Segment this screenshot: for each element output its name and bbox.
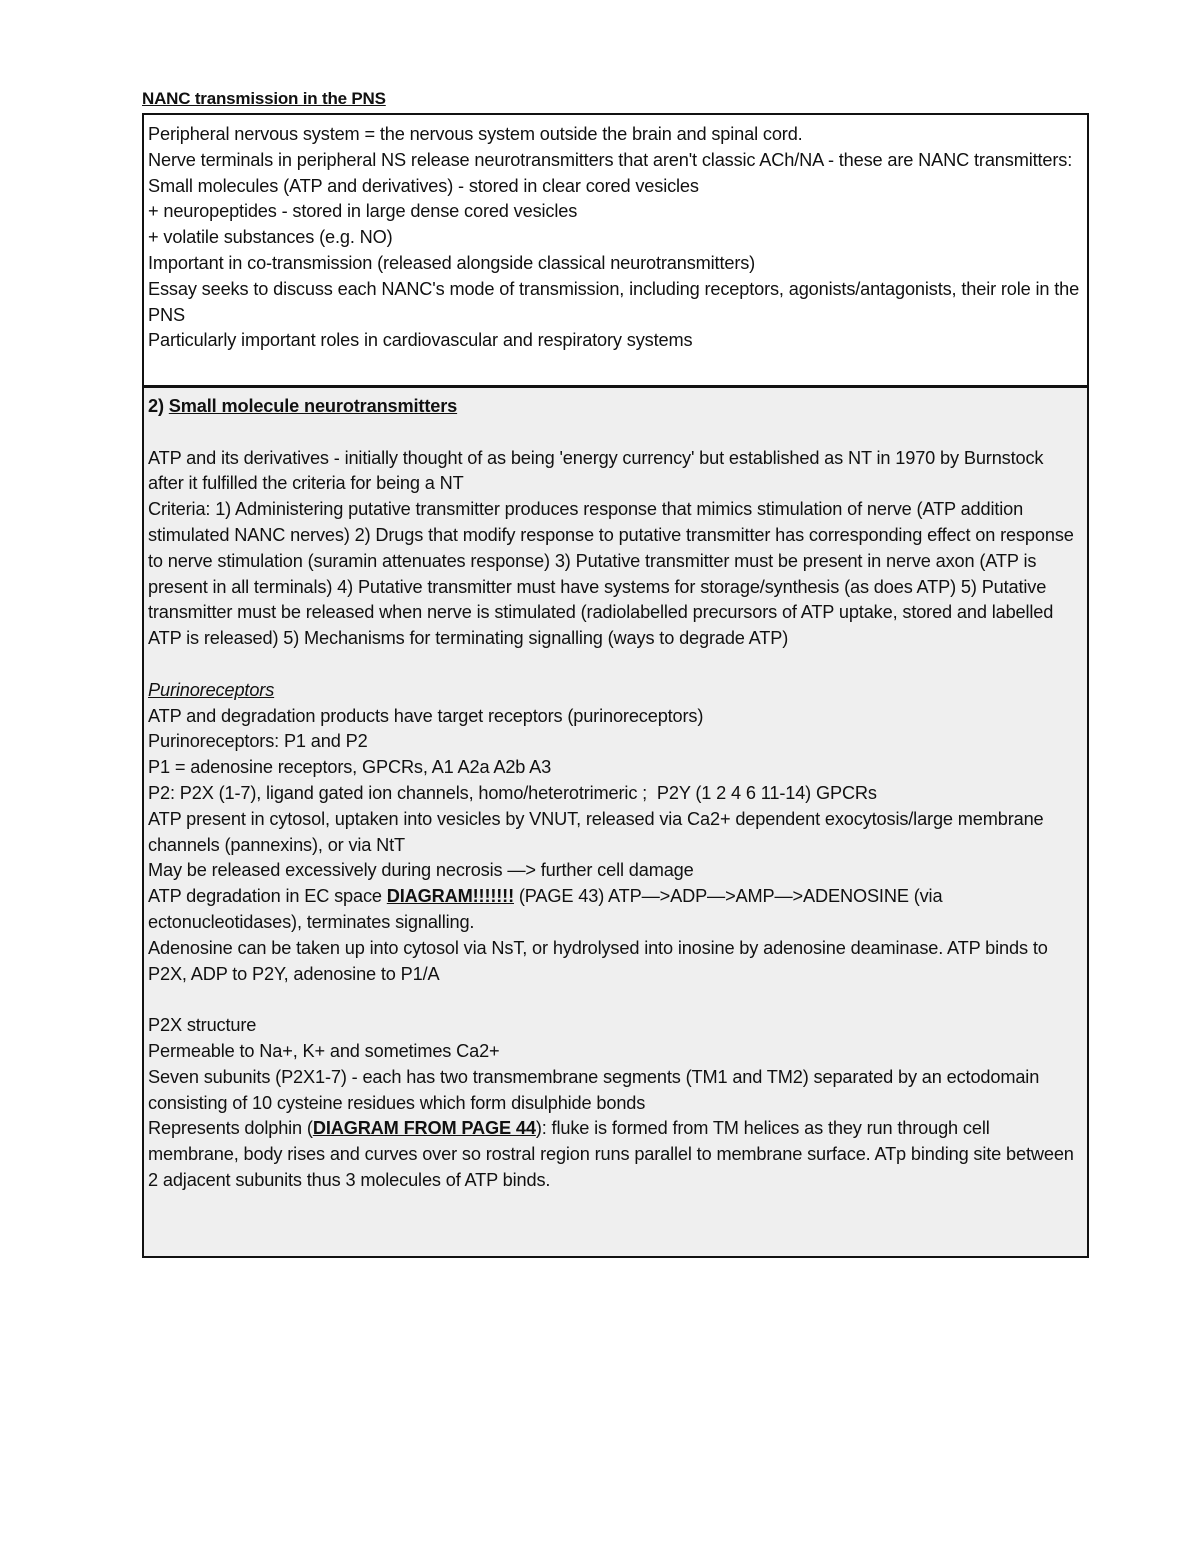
- criteria-paragraph: Criteria: 1) Administering putative transmitter produces response that mimics stimulation of nerve (ATP addition stimulated NANC nerves) 2) Drugs that modify response to putative transmitter has corresponding effect on response to nerve stimulation (suramin attenuates response) 3) Putative transmitter must be present in nerve axon (ATP is present in all terminals) 4) Putative transmitter must have systems for storage/synthesis (as does ATP) 5) Putative transmitter must be released when nerve is stimulated (radiolabelled precursors of ATP uptake, stored and labelled ATP is released) 5) Mechanisms for terminating signalling (ways to degrade ATP): [148, 499, 1079, 649]
- atp-intro: ATP and its derivatives - initially thought of as being 'energy currency' but established as NT in 1970 by Burnstock after it fulfilled the criteria for being a NT: [148, 447, 1049, 494]
- intro-box: [142, 113, 1089, 388]
- intro-line: + volatile substances (e.g. NO): [148, 227, 393, 248]
- dolphin-line: [148, 1116, 1083, 1193]
- purino-line: P1 = adenosine receptors, GPCRs, A1 A2a A2b A3: [148, 757, 552, 778]
- intro-line: Essay seeks to discuss each NANC's mode of transmission, including receptors, agonists/antagonists, their role in the PNS: [148, 278, 1085, 325]
- spacer: [148, 652, 1083, 678]
- diagram-reference: DIAGRAM FROM PAGE 44: [312, 1118, 536, 1139]
- purino-line: May be released excessively during necrosis —> further cell damage: [148, 860, 694, 881]
- purino-line: ATP present in cytosol, uptaken into vesicles by VNUT, released via Ca2+ dependent exocytosis/large membrane channels (pannexins), or via NtT: [148, 808, 1049, 855]
- purino-line: ATP and degradation products have target receptors (purinoreceptors): [148, 705, 704, 726]
- purino-line: Purinoreceptors: P1 and P2: [148, 731, 368, 752]
- purino-line: P2: P2X (1-7), ligand gated ion channels, homo/heterotrimeric ; P2Y (1 2 4 6 11-14) GPCRs: [148, 782, 877, 803]
- intro-line: Peripheral nervous system = the nervous system outside the brain and spinal cord.: [148, 124, 803, 144]
- p2x-heading: P2X structure: [148, 1015, 257, 1036]
- diagram-reference: DIAGRAM!!!!!!!: [386, 886, 514, 907]
- intro-line: Important in co-transmission (released alongside classical neurotransmitters): [148, 252, 756, 273]
- degradation-prefix: ATP degradation in EC space: [148, 886, 387, 907]
- dolphin-suffix: ): fluke is formed from TM helices as they run through cell membrane, body rises and curves over so rostral region runs parallel to membrane surface. ATp binding site between 2 adjacent subunits thus 3 molecules of ATP binds.: [148, 1118, 1079, 1190]
- intro-line: + neuropeptides - stored in large dense cored vesicles: [148, 201, 578, 222]
- section-2-heading: [148, 394, 1083, 420]
- p2x-line: Seven subunits (P2X1-7) - each has two transmembrane segments (TM1 and TM2) separated by an ectodomain consisting of 10 cysteine residues which form disulphide bonds: [148, 1066, 1045, 1113]
- dolphin-prefix: Represents dolphin (: [148, 1118, 313, 1139]
- intro-content: [144, 115, 1087, 354]
- intro-line: Particularly important roles in cardiovascular and respiratory systems: [148, 330, 693, 351]
- adenosine-line: Adenosine can be taken up into cytosol via NsT, or hydrolysed into inosine by adenosine deaminase. ATP binds to P2X, ADP to P2Y, adenosine to P1/A: [148, 937, 1053, 984]
- section-title: Small molecule neurotransmitters: [168, 396, 458, 416]
- section-2-content: [144, 388, 1087, 1194]
- intro-line: Nerve terminals in peripheral NS release neurotransmitters that aren't classic ACh/NA - these are NANC transmitters:: [148, 149, 1073, 170]
- purinoreceptors-subheading: Purinoreceptors: [148, 679, 275, 700]
- spacer: [148, 987, 1083, 1013]
- degradation-suffix: (PAGE 43) ATP—>ADP—>AMP—>ADENOSINE (via ectonucleotidases), terminates signalling.: [148, 886, 948, 932]
- section-2-box: [142, 385, 1089, 1258]
- intro-line: Small molecules (ATP and derivatives) - stored in clear cored vesicles: [148, 175, 699, 196]
- atp-degradation-line: [148, 884, 1083, 936]
- p2x-line: Permeable to Na+, K+ and sometimes Ca2+: [148, 1040, 500, 1061]
- spacer: [148, 420, 1083, 446]
- section-number: 2): [148, 396, 169, 416]
- page-title: NANC transmission in the PNS: [142, 89, 386, 108]
